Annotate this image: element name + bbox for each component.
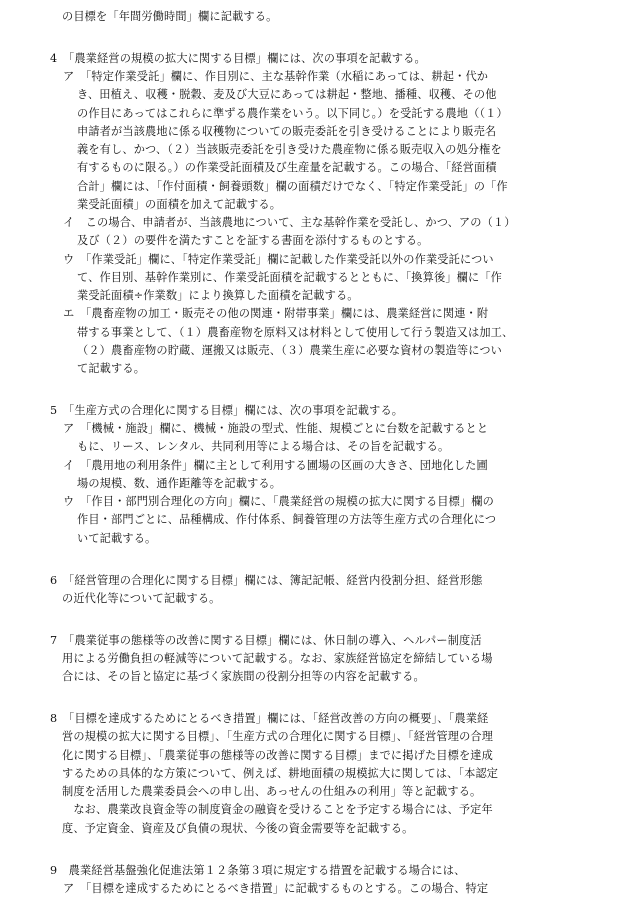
section-4-line: 帯する事業として、（１）農畜産物を原料又は材料として使用して行う製造又は加工、 bbox=[77, 326, 514, 339]
section-7-heading: 7 「農業従事の態様等の改善に関する目標」欄には、休日制の導入、ヘルパー制度活 bbox=[50, 634, 482, 647]
section-4-line: 有するものに限る。）の作業受託面積及び生産量を記載する。この場合、「経営面積 bbox=[77, 161, 497, 174]
section-4-line: 義を有し、かつ、（２）当該販売委託を引き受けた農産物に係る販売収入の処分権を bbox=[77, 143, 502, 156]
section-8-heading: 8 「目標を達成するためにとるべき措置」欄には、「経営改善の方向の概要」、「農業経 bbox=[50, 712, 489, 725]
section-4-line: 業受託面積÷作業数」により換算した面積を記載する。 bbox=[77, 289, 359, 302]
section-4-item-a: ア 「特定作業受託」欄に、作目別に、主な基幹作業（水稲にあっては、耕起・代か bbox=[63, 70, 489, 83]
section-5-line: 場の規模、数、通作距離等を記載する。 bbox=[77, 477, 282, 490]
section-8-line: するための具体的な方策について、例えば、耕地面積の規模拡大に関しては、「本認定 bbox=[62, 767, 499, 780]
section-5-item-u: ウ 「作目・部門別合理化の方向」欄に、「農業経営の規模の拡大に関する目標」欄の bbox=[63, 495, 494, 508]
section-5-item-i: イ 「農用地の利用条件」欄に主として利用する圃場の区画の大きさ、団地化した圃 bbox=[63, 459, 488, 472]
section-4-item-u: ウ 「作業受託」欄に、「特定作業受託」欄に記載した作業受託以外の作業受託につい bbox=[63, 253, 494, 266]
section-7-line: 合には、その旨と協定に基づく家族間の役割分担等の内容を記載する。 bbox=[62, 670, 425, 683]
section-4-item-i: イ この場合、申請者が、当該農地について、主な基幹作業を受託し、かつ、アの（１） bbox=[63, 216, 516, 229]
section-4-line: の作目にあってはこれらに準ずる農作業をいう。以下同じ。）を受託する農地（（１） bbox=[77, 107, 508, 120]
section-5-item-a: ア 「機械・施設」欄に、機械・施設の型式、性能、規模ごとに台数を記載するとと bbox=[63, 422, 489, 435]
section-8-line: 制度を活用した農業委員会への申し出、あっせんの仕組みの利用」等と記載する。 bbox=[62, 785, 482, 798]
section-6-line: の近代化等について記載する。 bbox=[62, 592, 221, 605]
section-8-line: 化に関する目標」、「農業従事の態様等の改善に関する目標」までに掲げた目標を達成 bbox=[62, 749, 493, 762]
section-4-line: て、作目別、基幹作業別に、作業受託面積を記載するとともに、「換算後」欄に「作 bbox=[77, 271, 503, 284]
section-8-line: 度、予定資金、資産及び負債の現状、今後の資金需要等を記載する。 bbox=[62, 822, 414, 835]
section-4-line: 業受託面積」の面積を加えて記載する。 bbox=[77, 198, 282, 211]
section-5-line: もに、リース、レンタル、共同利用等による場合は、その旨を記載する。 bbox=[77, 440, 450, 453]
section-4-line: 及び（２）の要件を満たすことを証する書面を添付するものとする。 bbox=[77, 234, 429, 247]
section-4-line: き、田植え、収穫・脱穀、麦及び大豆にあっては耕起・整地、播種、収穫、その他 bbox=[77, 88, 497, 101]
section-9-heading: 9 農業経営基盤強化促進法第１２条第３項に規定する措置を記載する場合には、 bbox=[50, 864, 466, 877]
section-8-line: 営の規模の拡大に関する目標」、「生産方式の合理化に関する目標」、「経営管理の合理 bbox=[62, 730, 494, 743]
section-5-heading: 5 「生産方式の合理化に関する目標」欄には、次の事項を記載する。 bbox=[50, 404, 404, 417]
section-4-heading: 4 「農業経営の規模の拡大に関する目標」欄には、次の事項を記載する。 bbox=[50, 52, 426, 65]
section-4-line: て記載する。 bbox=[77, 362, 146, 375]
section-8-line: なお、農業改良資金等の制度資金の融資を受けることを予定する場合には、予定年 bbox=[62, 803, 493, 816]
section-7-line: 用による労働負担の軽減等について記載する。なお、家族経営協定を締結している場 bbox=[62, 652, 493, 665]
section-5-line: いて記載する。 bbox=[77, 532, 157, 545]
section-4-line: 申請者が当該農地に係る収穫物についての販売委託を引き受けることにより販売名 bbox=[77, 125, 497, 138]
section-4-line: 合計」欄には、「作付面積・飼養頭数」欄の面積だけでなく、「特定作業受託」の「作 bbox=[77, 180, 508, 193]
intro-line: の目標を「年間労働時間」欄に記載する。 bbox=[62, 10, 278, 23]
section-4-item-e: エ 「農畜産物の加工・販売その他の関連・附帯事業」欄には、農業経営に関連・附 bbox=[63, 307, 489, 320]
section-9-item-a: ア 「目標を達成するためにとるべき措置」に記載するものとする。この場合、特定 bbox=[63, 882, 489, 895]
section-5-line: 作目・部門ごとに、品種構成、作付体系、飼養管理の方法等生産方式の合理化につ bbox=[77, 513, 497, 526]
section-6-heading: 6 「経営管理の合理化に関する目標」欄には、簿記記帳、経営内役割分担、経営形態 bbox=[50, 574, 483, 587]
section-4-line: （２）農畜産物の貯蔵、運搬又は販売、（３）農業生産に必要な資材の製造等につい bbox=[77, 344, 503, 357]
